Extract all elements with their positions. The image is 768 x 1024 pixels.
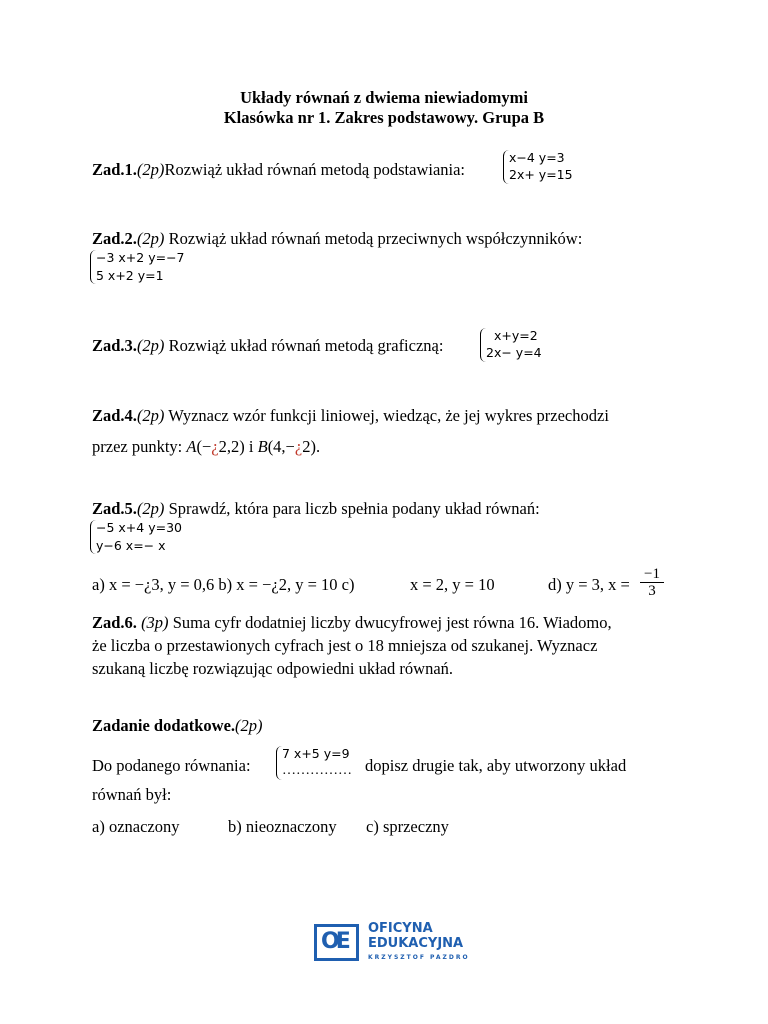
task-3-text: Rozwiąż układ równań metodą graficzną: [164, 336, 444, 355]
point-a: A [186, 437, 197, 456]
task-1 [92, 160, 465, 180]
task-6-label: Zad.6. [92, 613, 137, 632]
task-5-label: Zad.5. [92, 499, 137, 518]
task-4-points: (2p) [136, 406, 165, 425]
task-6-line2: że liczba o przestawionych cyfrach jest o 18 mniejsza od szukanej. Wyznacz [92, 636, 598, 655]
extra-text-before: Do podanego równania: [92, 756, 251, 775]
extra-option-b: b) nieoznaczony [228, 817, 337, 836]
task-4-text: Wyznacz wzór funkcji liniowej, wiedząc, że jej wykres przechodzi [164, 406, 609, 425]
task-3-label: Zad.3. [92, 336, 137, 355]
point-b-glyph: ¿ [294, 437, 303, 456]
point-b-rest: 2). [302, 437, 321, 456]
fraction-denominator: 3 [648, 583, 656, 599]
extra-text-after: dopisz drugie tak, aby utworzony układ [365, 756, 627, 775]
task-2-label: Zad.2. [92, 229, 137, 248]
task-5-option-d: d) y = 3, x = [548, 575, 630, 594]
logo-line1: OFICYNA [368, 921, 433, 936]
extra-option-c: c) sprzeczny [366, 817, 449, 836]
task-2-eq2: 5 x+2 y=1 [96, 268, 164, 283]
task-1-text: Rozwiąż układ równań metodą podstawiania: [164, 160, 466, 179]
page-subtitle: Klasówka nr 1. Zakres podstawowy. Grupa B [223, 108, 545, 127]
task-6-line1 [92, 613, 612, 633]
task-6-text1: Suma cyfr dodatniej liczby dwucyfrowej jest równa 16. Wiadomo, [168, 613, 612, 632]
logo-line2: EDUKACYJNA [368, 936, 464, 951]
task-6-line3: szukaną liczbę rozwiązując odpowiedni układ równań. [92, 659, 454, 678]
task-4-label: Zad.4. [92, 406, 137, 425]
task-5-option-c: x = 2, y = 10 [410, 575, 495, 594]
extra-line2: równań był: [92, 785, 172, 804]
task-4-line2 [92, 437, 320, 457]
task-4-line1 [92, 406, 609, 426]
extra-eq1: 7 x+5 y=9 [282, 746, 350, 761]
task-5-option-ab: a) x = −¿3, y = 0,6 b) x = −¿2, y = 10 c) [92, 575, 355, 594]
page-title: Układy równań z dwiema niewiadomymi [240, 88, 528, 107]
extra-label: Zadanie dodatkowe. [92, 716, 236, 735]
extra-points: (2p) [235, 716, 263, 735]
task-1-eq2: 2x+ y=15 [509, 167, 573, 182]
task-2-points: (2p) [136, 229, 165, 248]
task-2 [92, 229, 582, 249]
extra-option-a: a) oznaczony [92, 817, 180, 836]
task-5-eq1: −5 x+4 y=30 [96, 520, 182, 535]
task-2-eq1: −3 x+2 y=−7 [96, 250, 185, 265]
task-3-eq2: 2x− y=4 [486, 345, 542, 360]
point-a-rest: 2,2) i [218, 437, 258, 456]
task-1-eq1: x−4 y=3 [509, 150, 565, 165]
logo-line3: KRZYSZTOF PAZDRO [368, 954, 470, 961]
task-5-points: (2p) [136, 499, 165, 518]
task-3-eq1: x+y=2 [494, 328, 538, 343]
task-5 [92, 499, 540, 519]
task-5-fraction [640, 566, 664, 599]
point-a-open: (− [196, 437, 212, 456]
logo-mark: OE [321, 929, 347, 954]
point-a-glyph: ¿ [211, 437, 219, 456]
point-b: B [257, 437, 268, 456]
task-3-points: (2p) [136, 336, 165, 355]
publisher-logo-icon [314, 924, 359, 961]
task-1-label: Zad.1. [92, 160, 137, 179]
extra-eq2: …………… [282, 763, 352, 778]
point-b-open: (4,− [267, 437, 295, 456]
extra-task [92, 716, 263, 736]
fraction-numerator: −1 [640, 566, 664, 583]
task-3 [92, 336, 443, 356]
task-4-text2: przez punkty: [92, 437, 187, 456]
task-1-points: (2p) [136, 160, 165, 179]
task-2-text: Rozwiąż układ równań metodą przeciwnych współczynników: [164, 229, 583, 248]
task-5-eq2: y−6 x=− x [96, 538, 166, 553]
task-6-points: (3p) [136, 613, 169, 632]
task-5-text: Sprawdź, która para liczb spełnia podany układ równań: [164, 499, 540, 518]
